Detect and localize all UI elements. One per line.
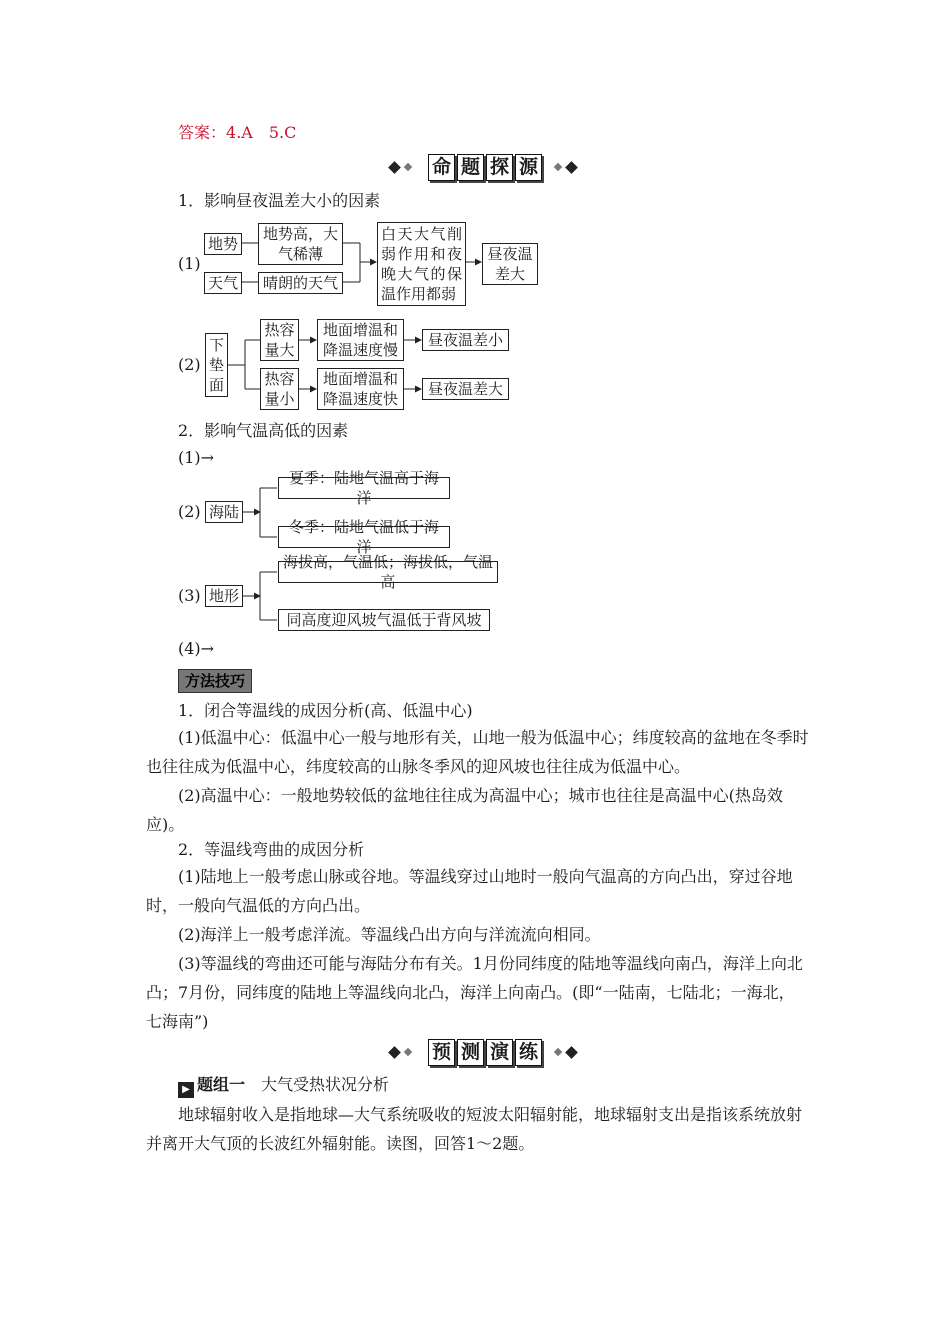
rate-fast-box: 地面增温和降温速度快 (317, 368, 404, 410)
slope-box: 同高度迎风坡气温低于背风坡 (278, 609, 490, 631)
weather-box: 天气 (204, 272, 242, 294)
method-paragraph-1: (1)低温中心：低温中心一般与地形有关，山地一般为低温中心；纬度较高的盆地在冬季时也往往成为低温中心，纬度较高的山脉冬季风的迎风坡也往往成为低温中心。 (146, 728, 809, 776)
effect-box: 白天大气削弱作用和夜晚大气的保温作用都弱 (377, 222, 466, 306)
method-paragraph-4: (2)海洋上一般考虑洋流。等温线凸出方向与洋流流向相同。 (178, 925, 601, 944)
banner-char: 演 (486, 1039, 513, 1066)
method-paragraph-3: (1)陆地上一般考虑山脉或谷地。等温线穿过山地时一般向气温高的方向凸出，穿过谷地时，一般向气温低的方向凸出。 (146, 867, 793, 915)
section1-title: 1．影响昼夜温差大小的因素 (178, 191, 381, 210)
diamond-icon (554, 1048, 562, 1056)
heat-capacity-small-box: 热容量小 (260, 368, 299, 410)
group-title: 大气受热状况分析 (261, 1075, 390, 1094)
banner-char: 题 (457, 154, 484, 181)
method-badge: 方法技巧 (178, 669, 252, 693)
heat-capacity-large-box: 热容量大 (260, 319, 299, 361)
method-heading-1: 1．闭合等温线的成因分析(高、低温中心) (178, 701, 473, 720)
row2-index: (2) (178, 355, 201, 374)
item2-index: (2) (178, 502, 201, 521)
item4-label: (4)→ (178, 639, 215, 658)
conclusion-box: 昼夜温差大 (482, 243, 538, 285)
banner-char: 源 (515, 154, 542, 181)
range-small-box: 昼夜温差小 (422, 329, 509, 351)
section2-title: 2．影响气温高低的因素 (178, 421, 349, 440)
land-sea-box: 海陆 (205, 501, 243, 523)
range-large-box: 昼夜温差大 (422, 378, 509, 400)
banner-char: 探 (486, 154, 513, 181)
altitude-box: 海拔高，气温低；海拔低，气温高 (278, 561, 498, 583)
method-paragraph-2: (2)高温中心：一般地势较低的盆地往往成为高温中心；城市也往往是高温中心(热岛效应)。 (146, 786, 783, 834)
answer-label: 答案： (178, 123, 227, 142)
group-label: 题组一 (197, 1075, 246, 1094)
question-group-header (178, 1076, 389, 1098)
item1-label: (1)→ (178, 448, 215, 467)
surface-box: 下垫面 (205, 333, 228, 397)
banner-char: 预 (428, 1039, 455, 1066)
summer-box: 夏季：陆地气温高于海洋 (278, 477, 450, 499)
diamond-icon (565, 1046, 578, 1059)
row1-index: (1) (178, 254, 201, 273)
item3-index: (3) (178, 586, 201, 605)
banner-char: 测 (457, 1039, 484, 1066)
answer-value: 4.A 5.C (226, 123, 297, 142)
section-banner-practice (390, 1037, 576, 1067)
method-paragraph-5: (3)等温线的弯曲还可能与海陆分布有关。1月份同纬度的陆地等温线向南凸，海洋上向北凸；7月份，同纬度的陆地上等温线向北凸，海洋上向南凸。(即“一陆南，七陆北；一海北，七海南”) (146, 954, 803, 1031)
group-paragraph: 地球辐射收入是指地球—大气系统吸收的短波太阳辐射能，地球辐射支出是指该系统放射并离开大气顶的长波红外辐射能。读图，回答1～2题。 (146, 1105, 803, 1153)
terrain-box-2: 地形 (205, 585, 243, 607)
terrain-box: 地势 (204, 233, 242, 255)
rate-slow-box: 地面增温和降温速度慢 (317, 319, 404, 361)
play-triangle-icon: ▶ (178, 1082, 194, 1098)
weather-result-box: 晴朗的天气 (258, 272, 343, 294)
diamond-icon (404, 1048, 412, 1056)
terrain-result-box: 地势高，大气稀薄 (258, 223, 343, 265)
method-heading-2: 2．等温线弯曲的成因分析 (178, 840, 365, 859)
banner-char: 命 (428, 154, 455, 181)
diamond-icon (388, 1046, 401, 1059)
banner-char: 练 (515, 1039, 542, 1066)
winter-box: 冬季：陆地气温低于海洋 (278, 526, 450, 548)
